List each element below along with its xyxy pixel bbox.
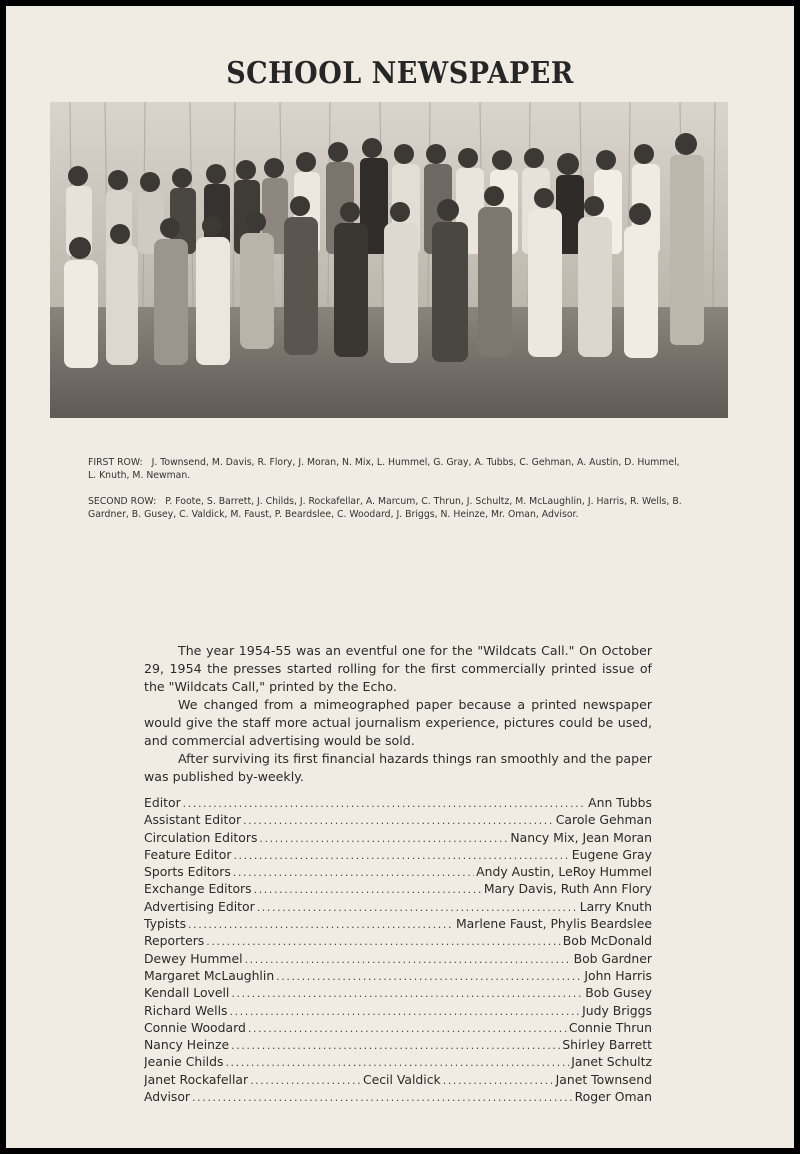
story-paragraph: The year 1954-55 was an eventful one for the "Wildcats Call." On October 29, 1954 the presses started rolling for the first commercially printed issue of the "Wildcats Call," printed by the Echo. [144,643,652,694]
staff-row [144,811,652,828]
staff-name: Bob Gardner [573,950,652,966]
page-title: SCHOOL NEWSPAPER [226,56,574,91]
staff-name: Bob Gusey [585,985,652,1001]
staff-name: Larry Knuth [579,898,652,914]
leader-dots [254,881,482,897]
staff-row [144,1088,652,1105]
second-row-names: P. Foote, S. Barrett, J. Childs, J. Rockafellar, A. Marcum, C. Thrun, J. Schultz, M. McLaughlin, J. Harris, R. Wells, B. Gardner, B. Gusey, C. Valdick, M. Faust, P. Beardslee, C. Woodard, J. Briggs, N. Heinze, Mr. Oman, Advisor. [88,496,682,520]
staff-row [144,1002,652,1019]
staff-name: Judy Briggs [582,1002,652,1018]
leader-dots [188,916,454,932]
staff-row [144,1071,652,1088]
staff-middle-name: Cecil Valdick [362,1071,441,1087]
staff-row [144,880,652,897]
staff-name: Carole Gehman [555,812,652,828]
staff-name: Connie Thrun [568,1019,652,1035]
staff-row [144,1036,652,1053]
staff-role: Richard Wells [144,1002,228,1018]
staff-role: Kendall Lovell [144,985,230,1001]
staff-name: Ann Tubbs [588,795,652,810]
staff-row [144,794,652,811]
staff-role: Janet Rockafellar [144,1071,249,1087]
leader-dots [192,1089,573,1105]
staff-row [144,863,652,880]
second-row-label: SECOND ROW: [88,496,157,507]
staff-row [144,984,652,1001]
leader-dots [229,1003,580,1019]
leader-dots [248,1020,567,1036]
leader-dots [206,933,560,949]
staff-row [144,915,652,932]
leader-dots [183,795,586,811]
leader-dots [257,899,578,915]
staff-row [144,829,652,846]
staff-name: Janet Schultz [571,1054,652,1070]
staff-role: Dewey Hummel [144,950,243,966]
staff-name: Janet Townsend [555,1071,652,1087]
staff-role: Margaret McLaughlin [144,967,275,983]
staff-name: Andy Austin, LeRoy Hummel [476,864,652,880]
staff-role: Nancy Heinze [144,1037,230,1053]
staff-row [144,846,652,863]
staff-role: Advisor [144,1089,191,1105]
staff-role: Sports Editors [144,864,231,880]
story-text [144,642,652,786]
group-photo-image [50,102,728,418]
leader-dots [259,830,508,846]
staff-role: Connie Woodard [144,1019,246,1035]
yearbook-page [6,6,794,1148]
caption-first-row [88,456,688,482]
story-paragraph: We changed from a mimeographed paper because a printed newspaper would give the staff more actual journalism experience, pictures could be used, and commercial advertising would be sold. [144,697,652,748]
staff-role: Feature Editor [144,846,232,862]
leader-dots [443,1072,554,1088]
leader-dots [233,864,474,880]
staff-row [144,932,652,949]
leader-dots [276,968,582,984]
staff-role: Editor [144,795,181,810]
staff-row [144,1053,652,1070]
leader-dots [231,985,583,1001]
staff-name: Mary Davis, Ruth Ann Flory [483,881,652,897]
story-paragraph: After surviving its first financial hazards things ran smoothly and the paper was published by-weekly. [144,751,652,784]
staff-name: Marlene Faust, Phylis Beardslee [455,916,652,932]
leader-dots [231,1037,560,1053]
staff-role: Typists [144,916,187,932]
staff-name: John Harris [584,967,652,983]
staff-name: Nancy Mix, Jean Moran [510,829,652,845]
staff-role: Jeanie Childs [144,1054,224,1070]
staff-row [144,967,652,984]
staff-row [144,950,652,967]
staff-role: Exchange Editors [144,881,252,897]
caption-second-row [88,495,688,521]
staff-name: Bob McDonald [562,933,652,949]
staff-role: Assistant Editor [144,812,242,828]
staff-name: Roger Oman [574,1089,652,1105]
staff-role: Advertising Editor [144,898,255,914]
leader-dots [250,1072,361,1088]
staff-row [144,898,652,915]
staff-role: Circulation Editors [144,829,258,845]
staff-row [144,1019,652,1036]
leader-dots [245,951,572,967]
staff-name: Eugene Gray [571,846,652,862]
first-row-names: J. Townsend, M. Davis, R. Flory, J. Moran, N. Mix, L. Hummel, G. Gray, A. Tubbs, C. Gehman, A. Austin, D. Hummel, L. Knuth, M. Newman. [88,457,680,481]
leader-dots [225,1054,569,1070]
leader-dots [243,812,554,828]
group-photo [50,102,728,418]
staff-list [144,794,652,1105]
first-row-label: FIRST ROW: [88,457,143,468]
leader-dots [233,847,569,863]
staff-name: Shirley Barrett [562,1037,652,1053]
staff-role: Reporters [144,933,205,949]
